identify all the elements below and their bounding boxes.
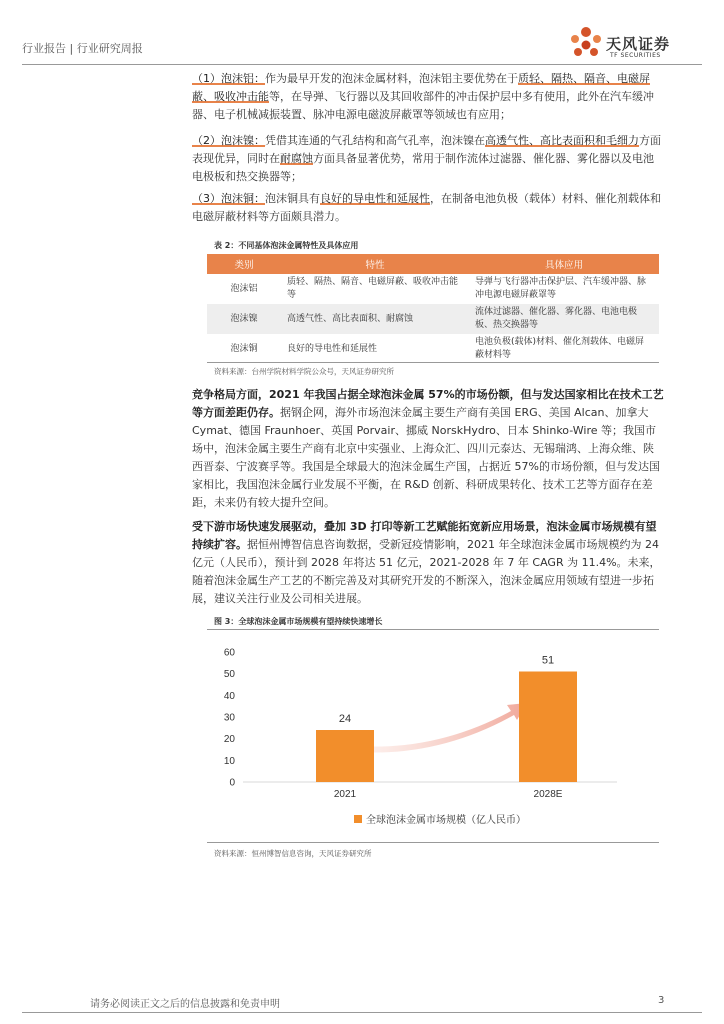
y-tick-label: 30 (223, 712, 235, 724)
data-label: 24 (338, 713, 352, 725)
data-label: 51 (541, 654, 555, 667)
para-lead: （3）泡沫铜： (192, 192, 265, 205)
figure-source: 资料来源：恒州博智信息咨询，天风证券研究所 (214, 849, 372, 858)
bar-2021 (316, 730, 374, 782)
y-tick-label: 10 (223, 755, 235, 767)
logo (566, 26, 606, 62)
para-emphasis: 竞争格局方面，2021 年我国占据全球泡沫金属 57%的市场份额，但与发达国家相比在技术工艺等方面差距仍存。 (192, 388, 664, 419)
table-cell: 电池负极(载体)材料、催化剂载体、电磁屏蔽材料等 (475, 337, 645, 360)
y-tick-label: 50 (223, 669, 235, 681)
table-source: 资料来源：台州学院材料学院公众号，天风证券研究所 (214, 367, 394, 376)
table-cell: 流体过滤器、催化器、雾化器、电池电极板、热交换器等 (469, 304, 659, 334)
table-row (207, 334, 659, 364)
table-cell: 质轻、隔热、隔音、电磁屏蔽、吸收冲击能等 (287, 277, 459, 300)
paragraph-foam-copper: （3）泡沫铜：泡沫铜具有良好的导电性和延展性，在制备电池负极（载体）材料、催化剂载体和电磁屏蔽材料等方面颇具潜力。 (192, 192, 661, 223)
paragraph-foam-aluminum: （1）泡沫铝：作为最早开发的泡沫金属材料，泡沫铝主要优势在于质轻、隔热、隔音、电磁屏蔽、吸收冲击能等，在导弹、飞行器以及其回收部件的冲击保护层中多有使用，此外在汽车缓冲器、电子机械减振装置、脉冲电源电磁波屏蔽罩等领域也有应用； (192, 72, 654, 121)
y-tick-label: 0 (229, 777, 235, 789)
para-emphasis: 受下游市场快速发展驱动，叠加 3D 打印等新工艺赋能拓宽新应用场景，泡沫金属市场规模有望持续扩容。 (192, 520, 657, 551)
table-cell: 良好的导电性和延展性 (287, 343, 378, 354)
figure-bottom-divider (207, 842, 659, 843)
figure-top-divider (207, 629, 659, 630)
header-divider (22, 64, 702, 65)
footer-divider (22, 1012, 702, 1013)
legend-swatch (354, 815, 362, 823)
table-header-cell: 具体应用 (469, 254, 659, 274)
table-header-row (207, 254, 659, 274)
x-tick-label: 2021 (333, 789, 357, 800)
table-cell: 高透气性、高比表面积、耐腐蚀 (281, 304, 469, 334)
chart-legend (354, 811, 526, 826)
para-lead: （1）泡沫铝： (192, 72, 265, 85)
table-cell: 泡沫铝 (230, 283, 258, 294)
table-header-cell: 类别 (207, 254, 281, 274)
bar-2028e (519, 672, 577, 783)
logo-subtext: TF SECURITIES (610, 52, 661, 59)
table-row (207, 304, 659, 334)
paragraph-market-size: 受下游市场快速发展驱动，叠加 3D 打印等新工艺赋能拓宽新应用场景，泡沫金属市场规模有望持续扩容。据恒州博智信息咨询数据，受新冠疫情影响，2021 年全球泡沫金属市场规模约为 24 亿元（人民币），预计到 2028 年将达 51 亿元，2021-2028 年 7 年 CAGR 为 11.4%。未来，随着泡沫金属生产工艺的不断完善及对其研究开发的不断深入，泡沫金属应用领域有望进一步拓展，建议关注行业及公司相关进展。 (192, 520, 661, 605)
y-tick-label: 20 (223, 734, 235, 746)
growth-arrow-icon (357, 703, 527, 753)
table-header-cell: 特性 (281, 254, 469, 274)
disclaimer: 请务必阅读正文之后的信息披露和免责申明 (90, 999, 280, 1010)
paragraph-competition: 竞争格局方面，2021 年我国占据全球泡沫金属 57%的市场份额，但与发达国家相比在技术工艺等方面差距仍存。据钢企网，海外市场泡沫金属主要生产商有美国 ERG、美国 Alcan、加拿大 Cymat、德国 Fraunhoer、英国 Porvair、挪威 NorskHydro、日本 Shinko-Wire 等；我国市场中，泡沫金属主要生产商有北京中实强业、上海众汇、四川元泰达、无锡瑞鸿、上海众维、陕西晋泰、宁波赛孚等。我国是全球最大的泡沫金属生产国，占据近 57%的市场份额，但与发达国家相比，我国泡沫金属行业发展不平衡，在 R&D 创新、科研成果转化、技术工艺等方面存在差距，未来仍有较大提升空间。 (192, 388, 664, 509)
table-caption: 表 2：不同基体泡沫金属特性及具体应用 (214, 241, 359, 250)
table-cell: 泡沫铜 (230, 343, 258, 354)
figure-caption: 图 3：全球泡沫金属市场规模有望持续快速增长 (214, 617, 383, 626)
y-tick-label: 60 (223, 647, 235, 659)
para-lead: （2）泡沫镍： (192, 134, 265, 147)
report-type: 行业报告 | 行业研究周报 (22, 42, 143, 55)
legend-label: 全球泡沫金属市场规模（亿人民币） (366, 815, 526, 826)
spec-table (207, 254, 659, 364)
y-tick-label: 40 (223, 690, 235, 702)
logo-text: 天风证券 (606, 35, 671, 53)
table-bottom-divider (207, 362, 659, 363)
paragraph-foam-nickel: （2）泡沫镍：凭借其连通的气孔结构和高气孔率，泡沫镍在高透气性、高比表面积和毛细力方面表现优异，同时在耐腐蚀方面具备显著优势，常用于制作流体过滤器、催化器、雾化器以及电池电极板和热交换器等； (192, 134, 661, 183)
table-cell: 泡沫镍 (207, 304, 281, 334)
table-cell: 导弹与飞行器冲击保护层、汽车缓冲器、脉冲电源电磁屏蔽罩等 (475, 277, 647, 300)
page-number: 3 (658, 995, 665, 1006)
x-tick-label: 2028E (533, 789, 563, 800)
logo-icon (566, 26, 606, 62)
table-row (207, 274, 659, 304)
